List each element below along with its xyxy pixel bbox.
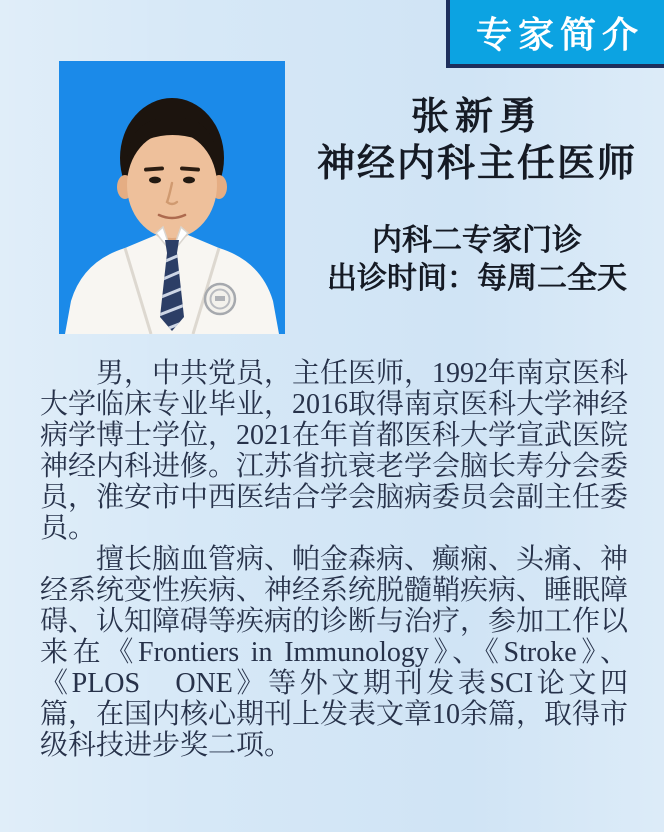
bio-text: [40, 358, 628, 761]
doctor-name: 张新勇: [410, 96, 543, 138]
eye-left: [149, 177, 161, 184]
banner-title: 专家简介: [475, 14, 644, 55]
doctor-portrait-illustration: [59, 61, 285, 334]
doctor-title: 神经内科主任医师: [316, 143, 637, 185]
doctor-photo: [59, 61, 285, 334]
clinic-schedule: 出诊时间：每周二全天: [327, 262, 627, 295]
coat-badge-mark: [215, 296, 225, 301]
clinic-block: [295, 222, 659, 298]
bio-paragraph-2: 擅长脑血管病、帕金森病、癫痫、头痛、神经系统变性疾病、神经系统脱髓鞘疾病、睡眠障碍、认知障碍等疾病的诊断与治疗，参加工作以来在《Frontiers in Immunology》、《Stroke》、《PLOS ONE》等外文期刊发表SCI论文四篇，在国内核心期刊上发表文章10余篇，取得市级科技进步奖二项。: [40, 544, 629, 761]
tie-knot: [165, 240, 179, 253]
eye-right: [183, 177, 195, 184]
clinic-name: 内科二专家门诊: [372, 224, 582, 257]
name-block: [295, 94, 659, 188]
banner: [446, 0, 664, 68]
bio-paragraph-1: 男，中共党员，主任医师，1992年南京医科大学临床专业毕业，2016取得南京医科大学神经病学博士学位，2021在年首都医科大学宣武医院神经内科进修。江苏省抗衰老学会脑长寿分会委员，淮安市中西医结合学会脑病委员会副主任委员。: [40, 358, 629, 544]
